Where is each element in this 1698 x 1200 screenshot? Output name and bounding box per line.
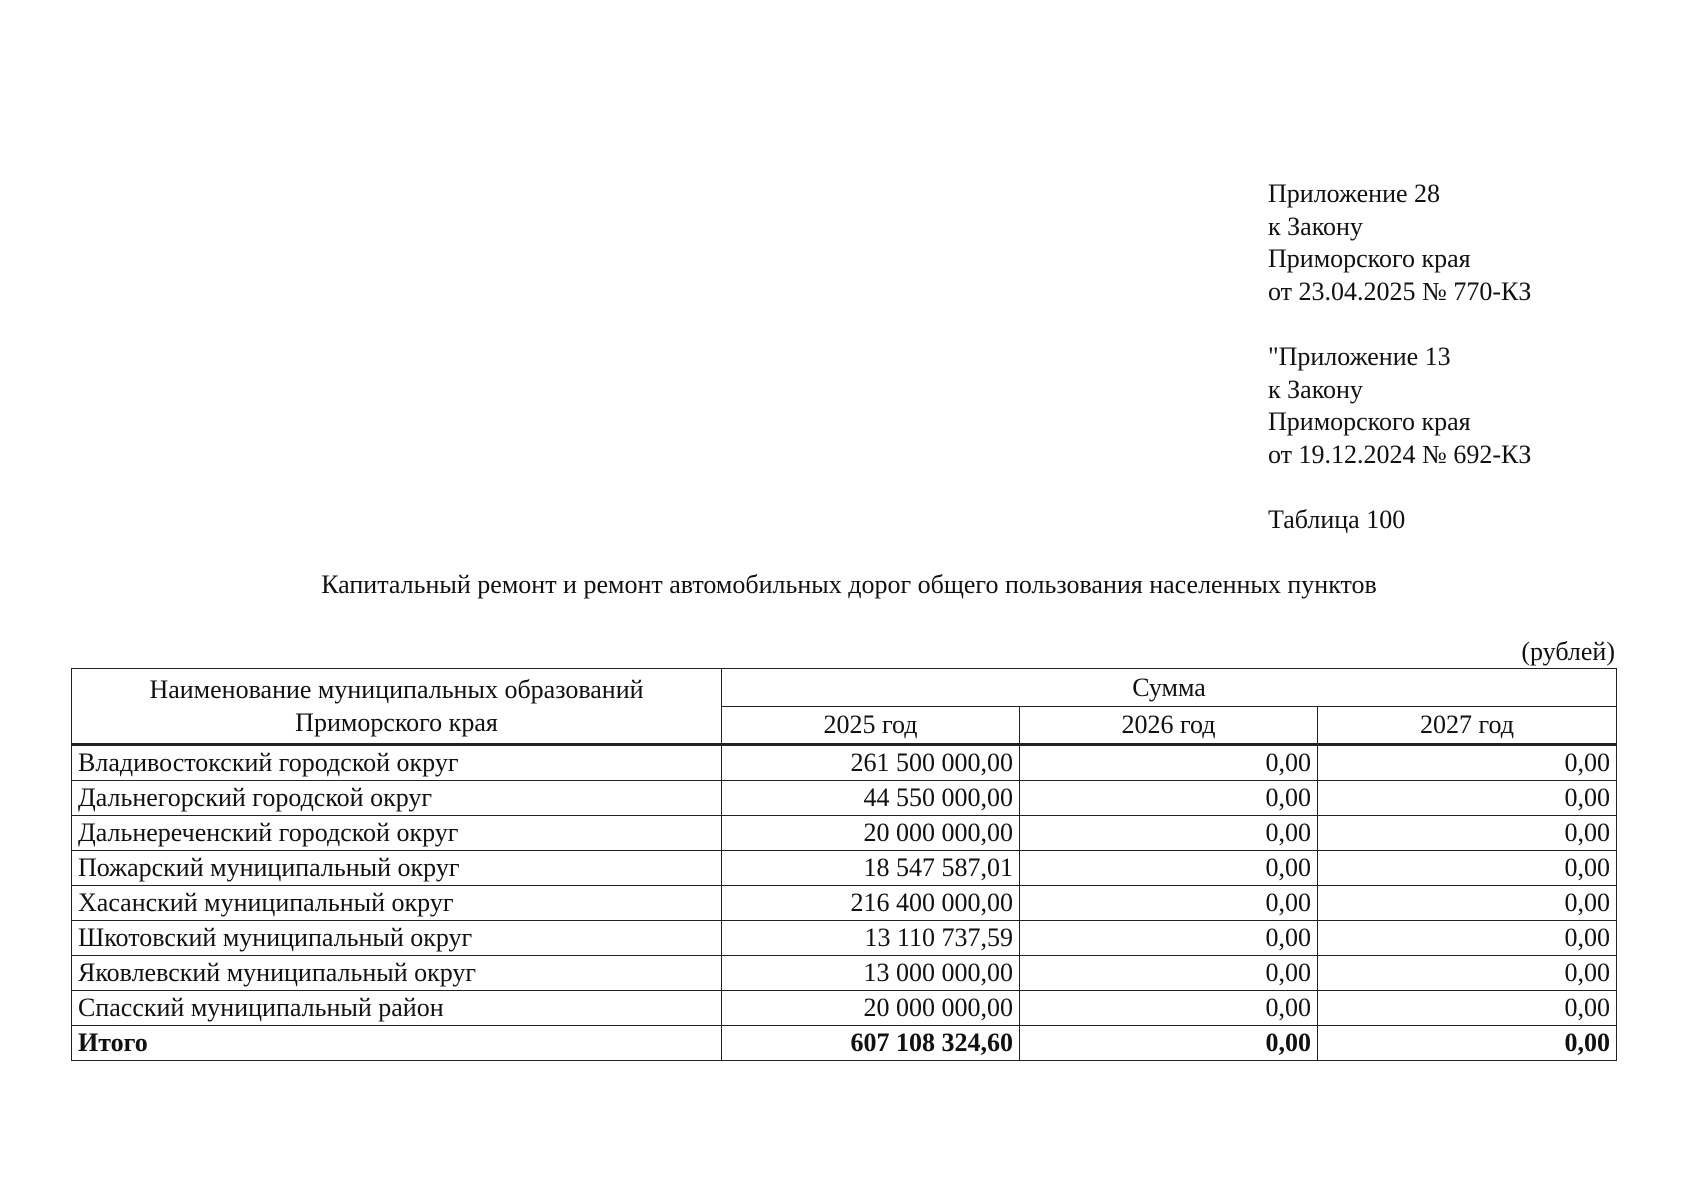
appendix-13-line: к Закону: [1268, 374, 1363, 404]
total-row: [72, 1026, 1617, 1061]
amount-2026: 0,00: [1020, 781, 1318, 816]
amount-2025: 13 110 737,59: [722, 921, 1020, 956]
year-2025-header: 2025 год: [722, 707, 1020, 745]
amount-2025: 261 500 000,00: [722, 745, 1020, 781]
amount-2027: 0,00: [1318, 851, 1617, 886]
amount-2026: 0,00: [1020, 851, 1318, 886]
amount-2025: 216 400 000,00: [722, 886, 1020, 921]
amount-2027: 0,00: [1318, 956, 1617, 991]
appendix-13-line: Приморского края: [1268, 407, 1471, 436]
total-2027: 0,00: [1318, 1026, 1617, 1061]
appendix-28-line: от 23.04.2025 № 770-КЗ: [1268, 276, 1532, 306]
total-2026: 0,00: [1020, 1026, 1318, 1061]
amount-2027: 0,00: [1318, 921, 1617, 956]
amount-2026: 0,00: [1020, 956, 1318, 991]
municipality-name: Хасанский муниципальный округ: [72, 886, 722, 921]
table-row: [72, 886, 1617, 921]
appendix-13-line: "Приложение 13: [1268, 342, 1451, 371]
appendix-28-line: Приморского края: [1268, 244, 1471, 273]
amount-2027: 0,00: [1318, 745, 1617, 781]
municipality-name: Яковлевский муниципальный округ: [72, 956, 722, 991]
municipality-name: Шкотовский муниципальный округ: [72, 921, 722, 956]
amount-2026: 0,00: [1020, 991, 1318, 1026]
table-row: [72, 745, 1617, 781]
amount-2025: 13 000 000,00: [722, 956, 1020, 991]
amount-2025: 18 547 587,01: [722, 851, 1020, 886]
table-row: [72, 816, 1617, 851]
table-row: [72, 921, 1617, 956]
municipality-column-header: [72, 669, 722, 745]
municipality-name: Пожарский муниципальный округ: [72, 851, 722, 886]
units-label: (рублей): [1521, 637, 1615, 666]
appendix-28-line: Приложение 28: [1268, 179, 1441, 208]
amount-2025: 20 000 000,00: [722, 816, 1020, 851]
municipality-name: Дальнегорский городской округ: [72, 781, 722, 816]
year-2026-header: 2026 год: [1020, 707, 1318, 745]
total-label: Итого: [72, 1026, 722, 1061]
table-row: [72, 851, 1617, 886]
amount-2026: 0,00: [1020, 816, 1318, 851]
amount-2026: 0,00: [1020, 921, 1318, 956]
sum-column-header: Сумма: [722, 669, 1617, 707]
amount-2025: 44 550 000,00: [722, 781, 1020, 816]
table-row: [72, 991, 1617, 1026]
header-name-line: Приморского края: [295, 708, 498, 737]
appendix-13-line: от 19.12.2024 № 692-КЗ: [1268, 439, 1532, 469]
municipality-name: Дальнереченский городской округ: [72, 816, 722, 851]
appendix-13-heading: [1268, 341, 1531, 471]
amount-2026: 0,00: [1020, 886, 1318, 921]
amount-2027: 0,00: [1318, 816, 1617, 851]
header-name-line: Наименование муниципальных образований: [149, 675, 644, 704]
document-title: Капитальный ремонт и ремонт автомобильных дорог общего пользования населенных пунктов: [321, 570, 1377, 599]
year-2027-header: 2027 год: [1318, 707, 1617, 745]
municipality-name: Владивостокский городской округ: [72, 745, 722, 781]
budget-table: [71, 668, 1617, 1061]
amount-2027: 0,00: [1318, 991, 1617, 1026]
table-number: Таблица 100: [1268, 505, 1406, 534]
amount-2026: 0,00: [1020, 745, 1318, 781]
table-row: [72, 956, 1617, 991]
appendix-28-heading: [1268, 178, 1531, 308]
appendix-28-line: к Закону: [1268, 211, 1363, 241]
total-2025: 607 108 324,60: [722, 1026, 1020, 1061]
amount-2027: 0,00: [1318, 781, 1617, 816]
table-row: [72, 781, 1617, 816]
amount-2025: 20 000 000,00: [722, 991, 1020, 1026]
amount-2027: 0,00: [1318, 886, 1617, 921]
municipality-name: Спасский муниципальный район: [72, 991, 722, 1026]
